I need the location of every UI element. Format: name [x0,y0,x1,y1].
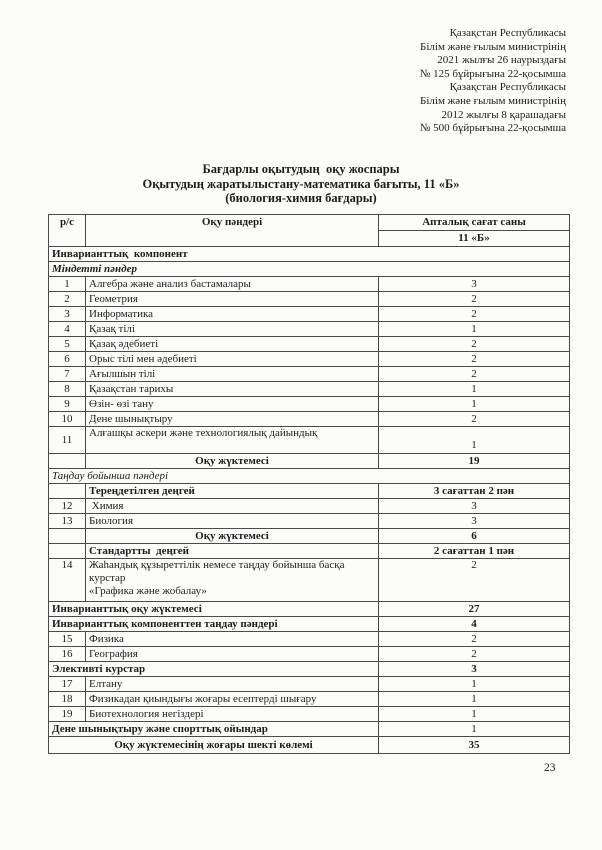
data-row [49,514,570,529]
workload-total-label: Оқу жүктемесі [86,454,379,469]
span2-row [49,602,570,617]
component-label: Дене шынықтыру және спорттық ойындар [49,722,379,737]
title-line: Бағдарлы оқытудың оқу жоспары [202,162,400,176]
level-label: Тереңдетілген деңгей [86,484,379,499]
curriculum-table-container [48,214,570,754]
row-number-cell: 15 [49,632,86,647]
hours-cell: 3 [379,277,570,292]
col-header-weekly-hours: Апталық сағат саны [379,215,570,231]
reference-header-line: Қазақстан Республикасы [449,81,566,94]
row-number-cell: 11 [49,427,86,454]
hours-cell: 1 [379,322,570,337]
data-row [49,277,570,292]
row-number-cell: 5 [49,337,86,352]
row-number-cell: 2 [49,292,86,307]
section-row [49,247,570,262]
data-row [49,337,570,352]
empty-number-cell [49,544,86,559]
row-number-cell: 13 [49,514,86,529]
subject-cell: Химия [86,499,379,514]
subject-cell: Қазақ тілі [86,322,379,337]
subject-cell: Орыс тілі мен әдебиеті [86,352,379,367]
data-row [49,559,570,602]
row-number-cell: 6 [49,352,86,367]
row-number-cell: 4 [49,322,86,337]
data-row [49,647,570,662]
reference-header-line: № 125 бұйрығына 22-қосымша [419,67,566,80]
row-number-cell: 7 [49,367,86,382]
reference-header-line: 2012 жылғы 8 қарашадағы [441,108,566,121]
workload-total-hours: 19 [379,454,570,469]
level-hours-rule: 2 сағаттан 1 пән [379,544,570,559]
data-row [49,632,570,647]
data-row [49,412,570,427]
data-row [49,692,570,707]
col-header-row-number: р/с [49,215,86,247]
data-row [49,397,570,412]
subject-cell: Өзін- өзі тану [86,397,379,412]
document-reference-header [420,27,566,136]
row-number-cell: 9 [49,397,86,412]
hours-cell: 2 [379,632,570,647]
data-row [49,382,570,397]
hours-cell: 2 [379,337,570,352]
workload-total-label: Оқу жүктемесі [86,529,379,544]
hours-cell: 1 [379,692,570,707]
hours-cell: 1 [379,677,570,692]
grand-total-label: Оқу жүктемесінің жоғары шекті көлемі [49,737,379,754]
component-hours: 27 [379,602,570,617]
hours-cell: 2 [379,559,570,602]
data-row [49,367,570,382]
data-row [49,427,570,454]
subject-cell: География [86,647,379,662]
data-row [49,292,570,307]
row-number-cell: 17 [49,677,86,692]
hours-cell: 1 [379,382,570,397]
hours-cell: 3 [379,499,570,514]
hours-cell: 1 [379,707,570,722]
hours-cell: 2 [379,352,570,367]
title-line: Оқытудың жаратылыстану-математика бағыты, 11 «Б» [142,176,460,191]
curriculum-table [48,214,570,754]
hours-cell: 1 [379,397,570,412]
hours-cell: 1 [379,427,570,454]
row-number-cell: 10 [49,412,86,427]
data-row [49,307,570,322]
hours-cell: 3 [379,514,570,529]
document-title [0,162,602,206]
component-label: Элективті курстар [49,662,379,677]
col-header-class-11b: 11 «Б» [379,231,570,247]
component-label: Инварианттық оқу жүктемесі [49,602,379,617]
hours-cell: 2 [379,647,570,662]
reference-header-line: Білім және ғылым министрінің [420,40,566,53]
subject-line: «Графика және жобалау» [89,585,207,597]
section-row [49,469,570,484]
reference-header-line: № 500 бұйрығына 22-қосымша [419,122,566,135]
data-row [49,352,570,367]
subject-cell: Алғашқы әскери және технологиялық дайындық [86,427,379,454]
row-number-cell: 3 [49,307,86,322]
data-row [49,677,570,692]
level-row [49,484,570,499]
span2-row [49,617,570,632]
subject-cell: Биология [86,514,379,529]
subject-cell: Дене шынықтыру [86,412,379,427]
hours-cell: 2 [379,412,570,427]
span2-row [49,722,570,737]
reference-header-line: Білім және ғылым министрінің [420,94,566,107]
section-label: Таңдау бойынша пәндері [49,469,570,484]
component-hours: 4 [379,617,570,632]
hours-cell: 2 [379,367,570,382]
subject-line: Жаһандық құзыреттілік немесе таңдау бойынша басқа курстар [89,559,348,584]
data-row [49,499,570,514]
row-number-cell: 14 [49,559,86,602]
component-hours: 1 [379,722,570,737]
data-row [49,707,570,722]
empty-number-cell [49,484,86,499]
section-label: Инварианттық компонент [49,247,570,262]
page-number: 23 [544,762,556,774]
grand-total-hours: 35 [379,737,570,754]
empty-number-cell [49,529,86,544]
table-header-row [49,215,570,231]
empty-number-cell [49,454,86,469]
subject-cell [86,559,379,602]
section-row [49,262,570,277]
reference-header-line: Қазақстан Республикасы [449,27,566,39]
subject-cell: Геометрия [86,292,379,307]
total-row [49,529,570,544]
subject-cell: Қазақстан тарихы [86,382,379,397]
row-number-cell: 1 [49,277,86,292]
level-row [49,544,570,559]
total-row [49,454,570,469]
subject-cell: Елтану [86,677,379,692]
row-number-cell: 16 [49,647,86,662]
row-number-cell: 12 [49,499,86,514]
hours-cell: 2 [379,307,570,322]
row-number-cell: 8 [49,382,86,397]
subject-cell: Қазақ әдебиеті [86,337,379,352]
component-label: Инварианттық компоненттен таңдау пәндері [49,617,379,632]
subject-cell: Информатика [86,307,379,322]
col-header-subjects: Оқу пәндері [86,215,379,247]
subject-cell: Физика [86,632,379,647]
subject-cell: Ағылшын тілі [86,367,379,382]
subject-cell: Биотехнология негіздері [86,707,379,722]
component-hours: 3 [379,662,570,677]
level-label: Стандартты деңгей [86,544,379,559]
subject-cell: Физикадан қиындығы жоғары есептерді шығару [86,692,379,707]
subject-cell: Алгебра және анализ бастамалары [86,277,379,292]
row-number-cell: 18 [49,692,86,707]
grand-row [49,737,570,754]
level-hours-rule: 3 сағаттан 2 пән [379,484,570,499]
hours-cell: 2 [379,292,570,307]
span2-row [49,662,570,677]
section-label: Міндетті пәндер [49,262,570,277]
data-row [49,322,570,337]
row-number-cell: 19 [49,707,86,722]
title-line: (биология-химия бағдары) [225,191,377,205]
workload-total-hours: 6 [379,529,570,544]
reference-header-line: 2021 жылғы 26 наурыздағы [437,54,566,67]
